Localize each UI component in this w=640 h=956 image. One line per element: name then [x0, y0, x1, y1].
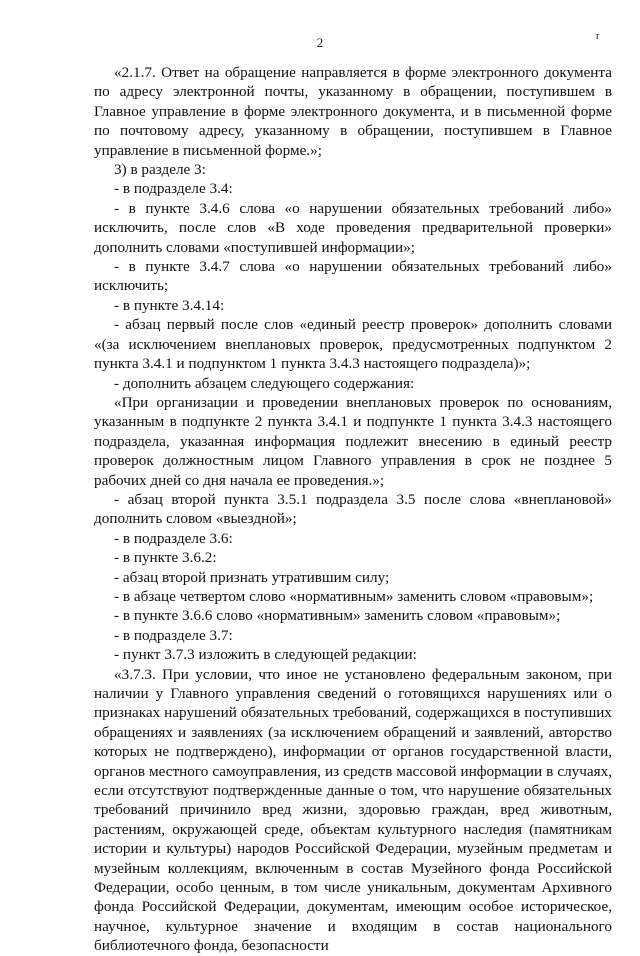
paragraph: - в подразделе 3.7:	[114, 626, 233, 644]
paragraph: - абзац первый после слов «единый реестр проверок» дополнить словами «(за исключением внеплановых проверок, предусмотренных подпунктом 2 пункта 3.4.1 и подпунктом 1 пункта 3.4.3 настоящего подраздела)»;	[94, 316, 612, 373]
paragraph: «При организации и проведении внеплановых проверок по основаниям, указанным в подпункте 2 пункта 3.4.1 и подпункте 1 пункта 3.4.3 настоящего подраздела, указанная информация подлежит внесению в единый реестр проверок должностным лицом Главного управления в срок не позднее 5 рабочих дней со дня начала ее проведения.»;	[94, 393, 612, 489]
paragraph: - в абзаце четвертом слово «нормативным» заменить словом «правовым»;	[114, 587, 594, 605]
page-number: 2	[316, 35, 324, 50]
paragraph: 3) в разделе 3:	[114, 161, 206, 179]
paragraph: - в пункте 3.4.6 слова «о нарушении обязательных требований либо» исключить, после слов «В ходе проведения предварительной проверки» дополнить словами «поступившей информации»;	[94, 199, 612, 256]
paragraph: - в пункте 3.6.2:	[114, 549, 217, 567]
paragraph: - в подразделе 3.6:	[114, 529, 233, 547]
paragraph: «2.1.7. Ответ на обращение направляется в форме электронного документа по адресу электронной почты, указанному в обращении, поступившем в Главное управление в форме электронного документа, и в письменной форме по почтовому адресу, указанному в обращении, поступившем в Главное управление в письменной форме.»;	[94, 64, 612, 159]
paragraph: - пункт 3.7.3 изложить в следующей редакции:	[114, 646, 417, 664]
paragraph: - в пункте 3.4.7 слова «о нарушении обязательных требований либо» исключить;	[94, 258, 612, 295]
paragraph: - абзац второй признать утратившим силу;	[114, 568, 390, 586]
corner-mark: r	[596, 31, 600, 42]
paragraph: «3.7.3. При условии, что иное не установлено федеральным законом, при наличии у Главного управления сведений о готовящихся нарушениях или о признаках нарушений обязательных требований, содержащихся в поступивших обращениях и заявлениях (за исключением обращений и заявлений, авторство которых не подтверждено), информации от органов государственной власти, органов местного самоуправления, из средств массовой информации в случаях, если отсутствуют подтвержденные данные о том, что нарушение обязательных требований причинило вред жизни, здоровью граждан, вред животным, растениям, окружающей среде, объектам культурного наследия (памятникам истории и культуры) народов Российской Федерации, музейным предметам и музейным коллекциям, включенным в состав Музейного фонда Российской Федерации, особо ценным, в том числе уникальным, документам Архивного фонда Российской Федерации, документам, имеющим особое историческое, научное, культурное значение и входящим в состав национального библиотечного фонда, безопасности	[94, 665, 612, 955]
paragraph: - в подразделе 3.4:	[114, 180, 233, 198]
document-body	[94, 63, 612, 956]
paragraph: - абзац второй пункта 3.5.1 подраздела 3.5 после слова «внеплановой» дополнить словом «выездной»;	[94, 490, 612, 528]
paragraph: - в пункте 3.4.14:	[114, 296, 225, 314]
paragraph: - в пункте 3.6.6 слово «нормативным» заменить словом «правовым»;	[114, 607, 561, 625]
paragraph: - дополнить абзацем следующего содержания:	[114, 374, 415, 392]
